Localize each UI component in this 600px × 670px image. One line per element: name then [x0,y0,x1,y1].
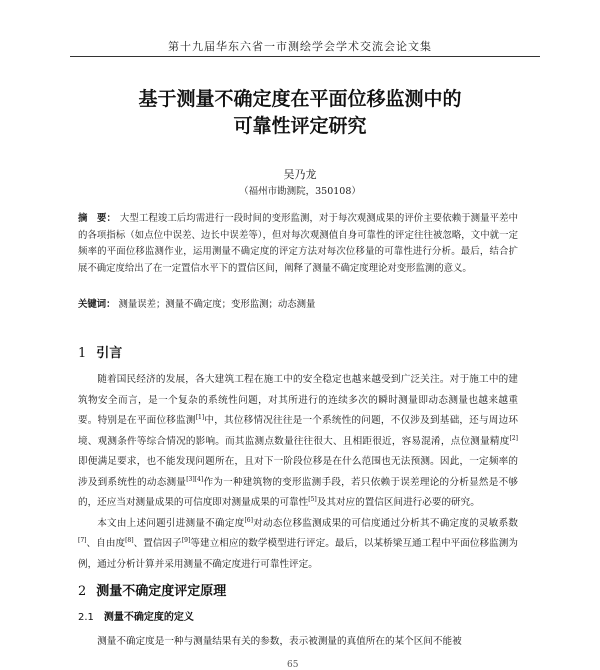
section-1-paragraph-2 [78,514,518,576]
citation: [1] [195,413,205,421]
abstract [78,211,518,277]
text-run: 及其对应的置信区间进行必要的研究。 [316,497,480,508]
text-run: 作为一种建筑物的变形监测手段，若只依赖于误差理论的分析显然是不够的，还应当对测量成果的可信度即对测量成果的可靠性 [78,476,519,508]
abstract-text: 大型工程竣工后均需进行一段时间的变形监测，对于每次观测成果的评价主要依赖于测量平差中的各项指标（如点位中误差、边长中误差等），但对每次观测值自身可靠性的评定往往被忽略，文中就一定频率的平面位移监测作业，运用测量不确定度的评定方法对每次位移量的可靠性进行分析。最后，结合扩展不确定度给出了在一定置信水平下的置信区间，阐释了测量不确定度理论对变形监测的意义。 [78,213,518,274]
abstract-label: 摘 要： [78,213,116,224]
text-run: 随着国民经济的发展，各大建筑工程在施工中的安全稳定也越来越受到广泛关注。对于施工中的建筑物安全而言，是一个复杂的系统性问题，对其所进行的连续多次的瞬时测量即动态测量也越来越重要。特别是在平面位移监测 [78,374,518,426]
keywords-label: 关键词： [78,299,116,310]
section-1-number: 1 [78,346,87,361]
citation: [2] [509,434,518,442]
section-2-number: 2 [78,584,87,599]
text-run: 中，其位移情况往往是一个系统性的问题，不仅涉及到基础，还与周边环境、观测条件等综合情况的影响。而其监测点数量往往很大、且相距很近，容易混淆，点位测量精度 [78,415,519,447]
citation: [3][4] [186,475,204,483]
subsection-2-1-heading [78,608,194,623]
text-run: 即便满足要求，也不能发现问题所在，且对下一阶段位移是在什么范围也无法预测。因此，一定频率的涉及到系统性的动态测量 [78,456,518,488]
text-run: 等建立相应的数学模型进行评定。最后，以某桥梁互通工程中平面位移监测为例，通过分析计算并采用测量不确定度进行可靠性评定。 [78,538,519,570]
section-2-paragraph-1: 测量不确定度是一种与测量结果有关的参数，表示被测量的真值所在的某个区间不能被 [97,636,462,647]
section-2-title: 测量不确定度评定原理 [96,584,227,599]
author-name: 吴乃龙 [283,168,317,181]
text-run: 对动态位移监测成果的可信度通过分析其不确定度的灵敏系数 [252,517,519,529]
author-affiliation: （福州市勘测院，350108） [239,186,361,197]
page-number: 65 [287,660,299,670]
citation: [6] [244,516,253,524]
section-2-heading [78,580,226,599]
keywords [78,296,518,310]
text-run: 本文由上述问题引进测量不确定度 [97,517,245,529]
text-run: 、置信因子 [133,538,182,549]
header-rule [70,56,540,57]
citation: [8] [125,536,134,544]
section-1-paragraph-1 [78,370,518,514]
citation: [5] [308,495,317,503]
subsection-title: 测量不确定度的定义 [103,612,194,623]
section-2-body [78,632,518,653]
keywords-text: 测量误差；测量不确定度；变形监测；动态测量 [118,299,316,310]
section-1-heading [78,342,122,361]
citation: [9] [181,536,191,544]
section-1-title: 引言 [96,346,123,361]
title-line-2: 可靠性评定研究 [233,115,367,137]
section-1-body [78,370,518,575]
paper-title [0,86,600,140]
subsection-number: 2.1 [78,612,94,623]
citation: [7] [78,536,87,544]
title-line-1: 基于测量不确定度在平面位移监测中的 [138,88,462,110]
text-run: 、自由度 [86,538,126,549]
running-head: 第十九届华东六省一市测绘学会学术交流会论文集 [168,40,432,53]
